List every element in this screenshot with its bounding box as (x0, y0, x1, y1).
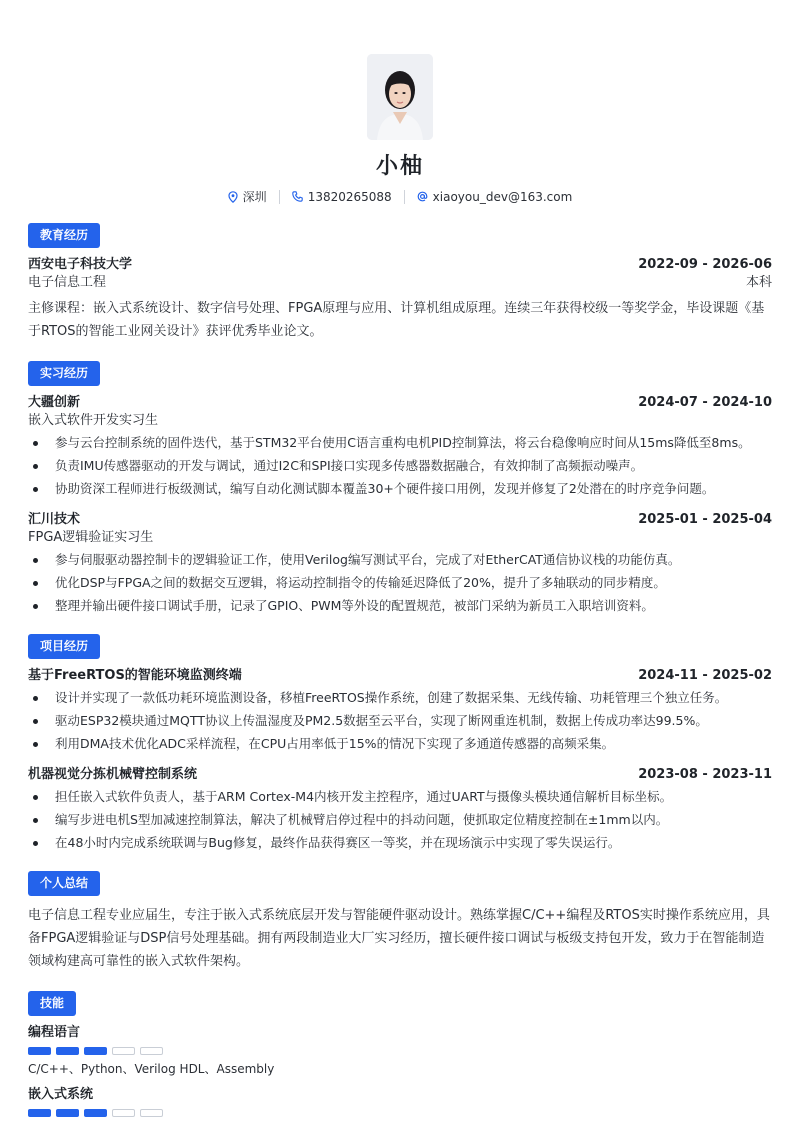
city-text: 深圳 (242, 190, 267, 204)
degree: 本科 (745, 275, 772, 290)
contact-location (228, 188, 267, 205)
project-date: 2023-08 - 2023-11 (638, 767, 772, 782)
bullet-list (28, 787, 772, 853)
job-role: 嵌入式软件开发实习生 (28, 413, 159, 428)
bullet-item: 优化DSP与FPGA之间的数据交互逻辑，将运动控制指令的传输延迟降低了20%，提升了多轴联动的同步精度。 (28, 573, 772, 593)
education-section (28, 223, 772, 343)
skill-name: 嵌入式系统 (28, 1087, 94, 1102)
skill-entry (28, 1086, 772, 1117)
bullet-item: 担任嵌入式软件负责人，基于ARM Cortex-M4内核开发主控程序，通过UART与摄像头模块通信解析目标坐标。 (28, 787, 772, 807)
bullet-item: 驱动ESP32模块通过MQTT协议上传温湿度及PM2.5数据至云平台，实现了断网重连机制，数据上传成功率达99.5%。 (28, 711, 772, 731)
internship-entry (28, 511, 772, 616)
bullet-list (28, 688, 772, 754)
bullet-item: 编写步进电机S型加减速控制算法，解决了机械臂启停过程中的抖动问题，使抓取定位精度控制在±1mm以内。 (28, 810, 772, 830)
internship-entry (28, 394, 772, 499)
bullet-item: 参与云台控制系统的固件迭代，基于STM32平台使用C语言重构电机PID控制算法，将云台稳像响应时间从15ms降低至8ms。 (28, 433, 772, 453)
education-date: 2022-09 - 2026-06 (638, 257, 772, 272)
project-entry (28, 667, 772, 754)
summary-section (28, 871, 772, 973)
contact-divider (404, 190, 405, 204)
skill-level-segment (28, 1109, 51, 1117)
education-entry (28, 256, 772, 343)
bullet-item: 在48小时内完成系统联调与Bug修复，最终作品获得赛区一等奖，并在现场演示中实现了零失误运行。 (28, 833, 772, 853)
company-name: 汇川技术 (28, 512, 81, 527)
bullet-item: 整理并输出硬件接口调试手册，记录了GPIO、PWM等外设的配置规范，被部门采纳为新员工入职培训资料。 (28, 596, 772, 616)
bullet-list (28, 433, 772, 499)
section-title-skills: 技能 (28, 991, 76, 1016)
project-date: 2024-11 - 2025-02 (638, 668, 772, 683)
job-role: FPGA逻辑验证实习生 (28, 530, 154, 545)
internship-date: 2025-01 - 2025-04 (638, 512, 772, 527)
email-at-icon (417, 191, 428, 202)
skill-level-bar (28, 1047, 772, 1055)
contact-divider (279, 190, 280, 204)
project-name: 机器视觉分拣机械臂控制系统 (28, 767, 198, 782)
skill-level-segment (112, 1047, 135, 1055)
skill-level-segment (84, 1109, 107, 1117)
contact-email (417, 190, 573, 204)
summary-text: 电子信息工程专业应届生，专注于嵌入式系统底层开发与智能硬件驱动设计。熟练掌握C/C++编程及RTOS实时操作系统应用，具备FPGA逻辑验证与DSP信号处理基础。拥有两段制造业大厂实习经历，擅长硬件接口调试与板级支持包开发，致力于在智能制造领域构建高可靠性的嵌入式软件架构。 (28, 908, 770, 969)
skill-level-segment (112, 1109, 135, 1117)
bullet-item: 参与伺服驱动器控制卡的逻辑验证工作，使用Verilog编写测试平台，完成了对EtherCAT通信协议栈的功能仿真。 (28, 550, 772, 570)
phone-icon (292, 191, 303, 202)
contact-bar (28, 188, 772, 205)
bullet-item: 利用DMA技术优化ADC采样流程，在CPU占用率低于15%的情况下实现了多通道传感器的高频采集。 (28, 734, 772, 754)
skill-level-segment (84, 1047, 107, 1055)
email-text: xiaoyou_dev@163.com (432, 189, 573, 204)
profile-photo (367, 54, 433, 140)
bullet-item: 负责IMU传感器驱动的开发与调试，通过I2C和SPI接口实现多传感器数据融合，有效抑制了高频振动噪声。 (28, 456, 772, 476)
section-title-internship: 实习经历 (28, 361, 100, 386)
phone-text: 13820265088 (307, 189, 392, 204)
project-name: 基于FreeRTOS的智能环境监测终端 (28, 668, 242, 683)
bullet-item: 协助资深工程师进行板级测试，编写自动化测试脚本覆盖30+个硬件接口用例，发现并修复了2处潜在的时序竞争问题。 (28, 479, 772, 499)
school-name: 西安电子科技大学 (28, 257, 133, 272)
project-entry (28, 766, 772, 853)
bullet-item: 设计并实现了一款低功耗环境监测设备，移植FreeRTOS操作系统，创建了数据采集、无线传输、功耗管理三个独立任务。 (28, 688, 772, 708)
project-section (28, 634, 772, 853)
skill-entry (28, 1024, 772, 1078)
skill-name: 编程语言 (28, 1025, 81, 1040)
skills-section (28, 991, 772, 1117)
internship-section (28, 361, 772, 616)
company-name: 大疆创新 (28, 395, 81, 410)
education-description: 主修课程：嵌入式系统设计、数字信号处理、FPGA原理与应用、计算机组成原理。连续三年获得校级一等奖学金，毕设课题《基于RTOS的智能工业网关设计》获评优秀毕业论文。 (28, 301, 765, 339)
resume-header (28, 0, 772, 205)
section-title-education: 教育经历 (28, 223, 100, 248)
skill-level-segment (56, 1109, 79, 1117)
candidate-name: 小柚 (375, 154, 424, 179)
skill-detail: C/C++、Python、Verilog HDL、Assembly (28, 1062, 275, 1076)
internship-date: 2024-07 - 2024-10 (638, 395, 772, 410)
contact-phone (292, 190, 392, 204)
skill-level-segment (28, 1047, 51, 1055)
location-pin-icon (228, 191, 238, 203)
skill-level-segment (140, 1109, 163, 1117)
bullet-list (28, 550, 772, 616)
major: 电子信息工程 (28, 275, 107, 290)
skill-level-bar (28, 1109, 772, 1117)
skill-level-segment (56, 1047, 79, 1055)
section-title-summary: 个人总结 (28, 871, 100, 896)
section-title-projects: 项目经历 (28, 634, 100, 659)
skill-level-segment (140, 1047, 163, 1055)
